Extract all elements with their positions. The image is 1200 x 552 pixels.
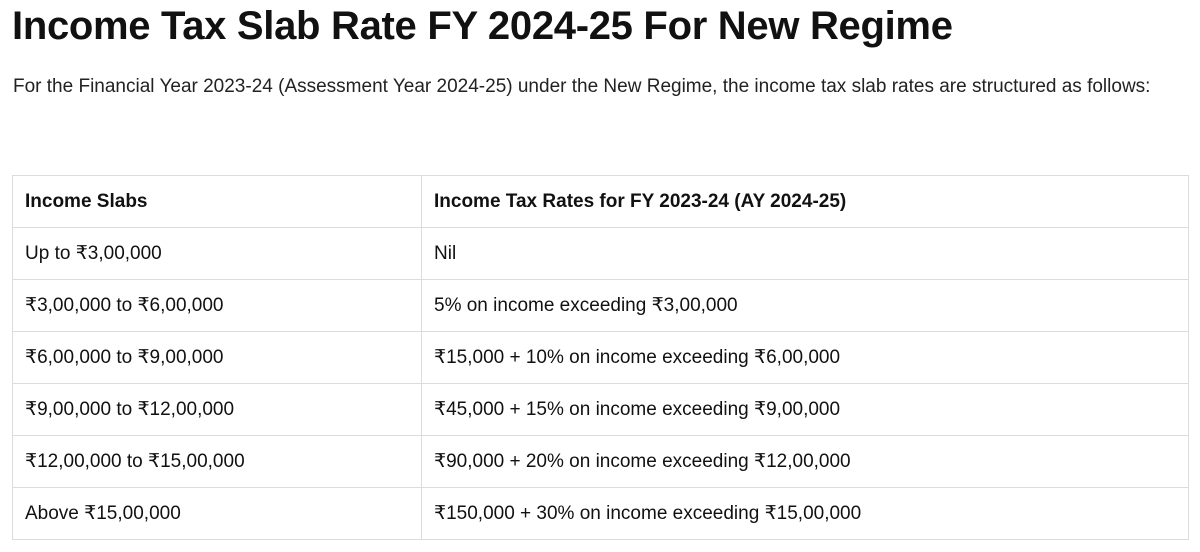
tax-rate-cell: ₹15,000 + 10% on income exceeding ₹6,00,000 bbox=[422, 332, 1189, 384]
income-slab-cell: ₹3,00,000 to ₹6,00,000 bbox=[13, 280, 422, 332]
tax-rate-cell: ₹150,000 + 30% on income exceeding ₹15,00,000 bbox=[422, 488, 1189, 540]
table-row bbox=[13, 332, 1189, 384]
table-header-row bbox=[13, 176, 1189, 228]
tax-rate-cell: Nil bbox=[422, 228, 1189, 280]
column-header-income-slabs: Income Slabs bbox=[13, 176, 422, 228]
income-slab-cell: ₹6,00,000 to ₹9,00,000 bbox=[13, 332, 422, 384]
column-header-tax-rates: Income Tax Rates for FY 2023-24 (AY 2024-25) bbox=[422, 176, 1189, 228]
table-row bbox=[13, 436, 1189, 488]
income-slab-cell: ₹12,00,000 to ₹15,00,000 bbox=[13, 436, 422, 488]
tax-rate-cell: 5% on income exceeding ₹3,00,000 bbox=[422, 280, 1189, 332]
table-row bbox=[13, 280, 1189, 332]
table-row bbox=[13, 228, 1189, 280]
income-slab-cell: Up to ₹3,00,000 bbox=[13, 228, 422, 280]
tax-rate-cell: ₹45,000 + 15% on income exceeding ₹9,00,000 bbox=[422, 384, 1189, 436]
tax-rate-cell: ₹90,000 + 20% on income exceeding ₹12,00,000 bbox=[422, 436, 1189, 488]
table-row bbox=[13, 488, 1189, 540]
income-slab-cell: Above ₹15,00,000 bbox=[13, 488, 422, 540]
page-title: Income Tax Slab Rate FY 2024-25 For New Regime bbox=[12, 4, 953, 48]
tax-slab-table bbox=[12, 175, 1189, 540]
income-slab-cell: ₹9,00,000 to ₹12,00,000 bbox=[13, 384, 422, 436]
table-row bbox=[13, 384, 1189, 436]
intro-paragraph: For the Financial Year 2023-24 (Assessment Year 2024-25) under the New Regime, the income tax slab rates are structured as follows: bbox=[13, 76, 1151, 97]
